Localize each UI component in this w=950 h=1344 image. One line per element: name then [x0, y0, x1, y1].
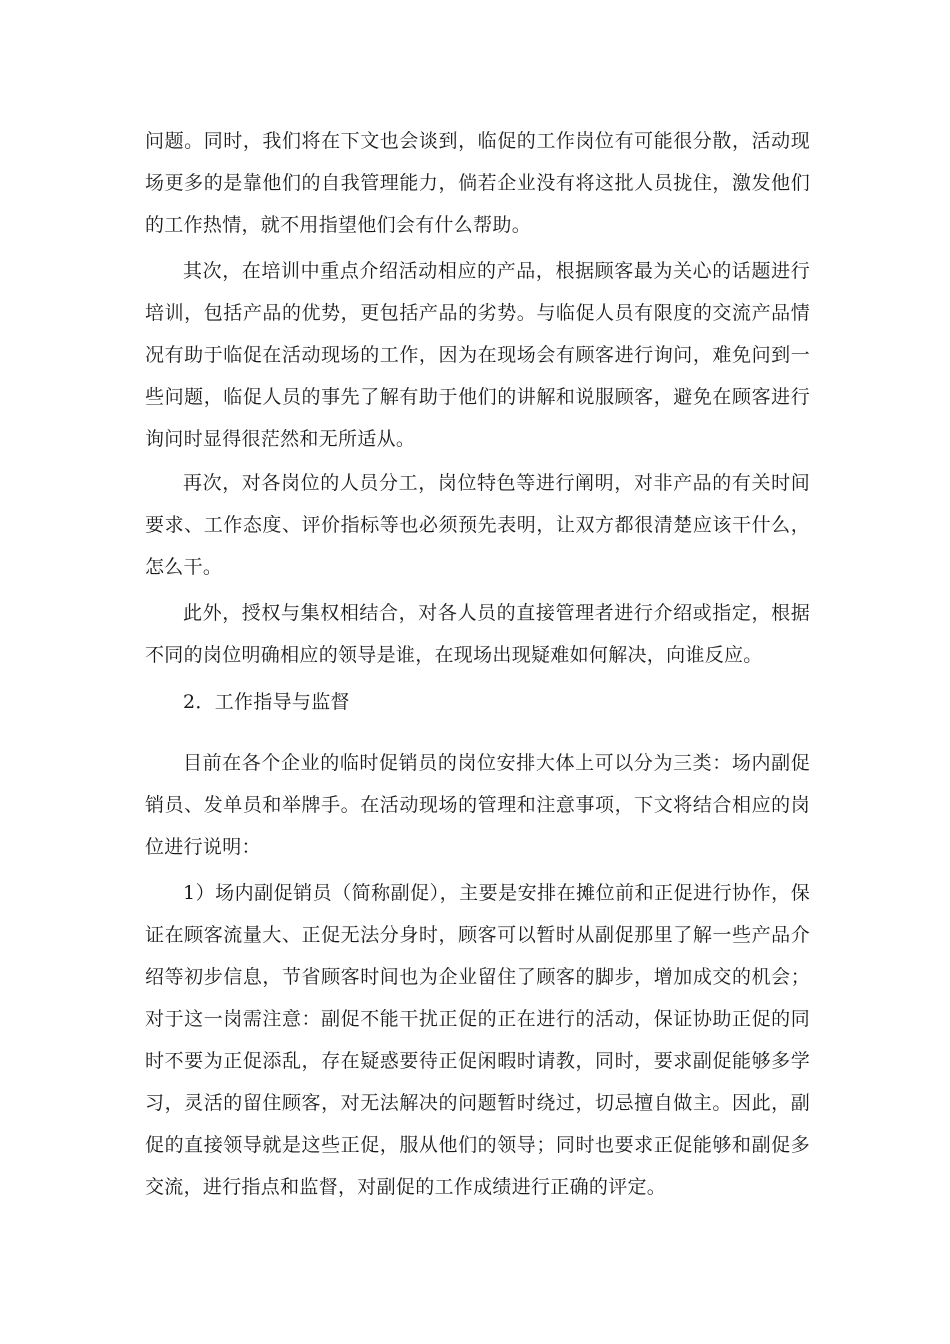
paragraph-continuation: 问题。同时，我们将在下文也会谈到，临促的工作岗位有可能很分散，活动现场更多的是靠他们的自我管理能力，倘若企业没有将这批人员拢住，激发他们的工作热情，就不用指望他们会有什么帮助。 [145, 130, 810, 236]
section-heading-guidance: 2．工作指导与监督 [183, 691, 350, 713]
paragraph-role-division: 再次，对各岗位的人员分工，岗位特色等进行阐明，对非产品的有关时间要求、工作态度、评价指标等也必须预先表明，让双方都很清楚应该干什么，怎么干。 [145, 472, 810, 578]
paragraph-product-training: 其次，在培训中重点介绍活动相应的产品，根据顾客最为关心的话题进行培训，包括产品的优势，更包括产品的劣势。与临促人员有限度的交流产品情况有助于临促在活动现场的工作，因为在现场会有顾客进行询问，难免问到一些问题，临促人员的事先了解有助于他们的讲解和说服顾客，避免在顾客进行询问时显得很茫然和无所适从。 [145, 260, 810, 450]
paragraph-authorization: 此外，授权与集权相结合，对各人员的直接管理者进行介绍或指定，根据不同的岗位明确相应的领导是谁，在现场出现疑难如何解决，向谁反应。 [145, 602, 810, 666]
paragraph-assistant-promoter: 1）场内副促销员（简称副促），主要是安排在摊位前和正促进行协作，保证在顾客流量大、正促无法分身时，顾客可以暂时从副促那里了解一些产品介绍等初步信息，节省顾客时间也为企业留住了顾客的脚步，增加成交的机会；对于这一岗需注意：副促不能干扰正促的正在进行的活动，保证协助正促的同时不要为正促添乱，存在疑惑要待正促闲暇时请教，同时，要求副促能够多学习，灵活的留住顾客，对无法解决的问题暂时绕过，切忌擅自做主。因此，副促的直接领导就是这些正促，服从他们的领导；同时也要求正促能够和副促多交流，进行指点和监督，对副促的工作成绩进行正确的评定。 [145, 882, 810, 1198]
paragraph-position-types: 目前在各个企业的临时促销员的岗位安排大体上可以分为三类：场内副促销员、发单员和举牌手。在活动现场的管理和注意事项，下文将结合相应的岗位进行说明： [145, 752, 810, 858]
